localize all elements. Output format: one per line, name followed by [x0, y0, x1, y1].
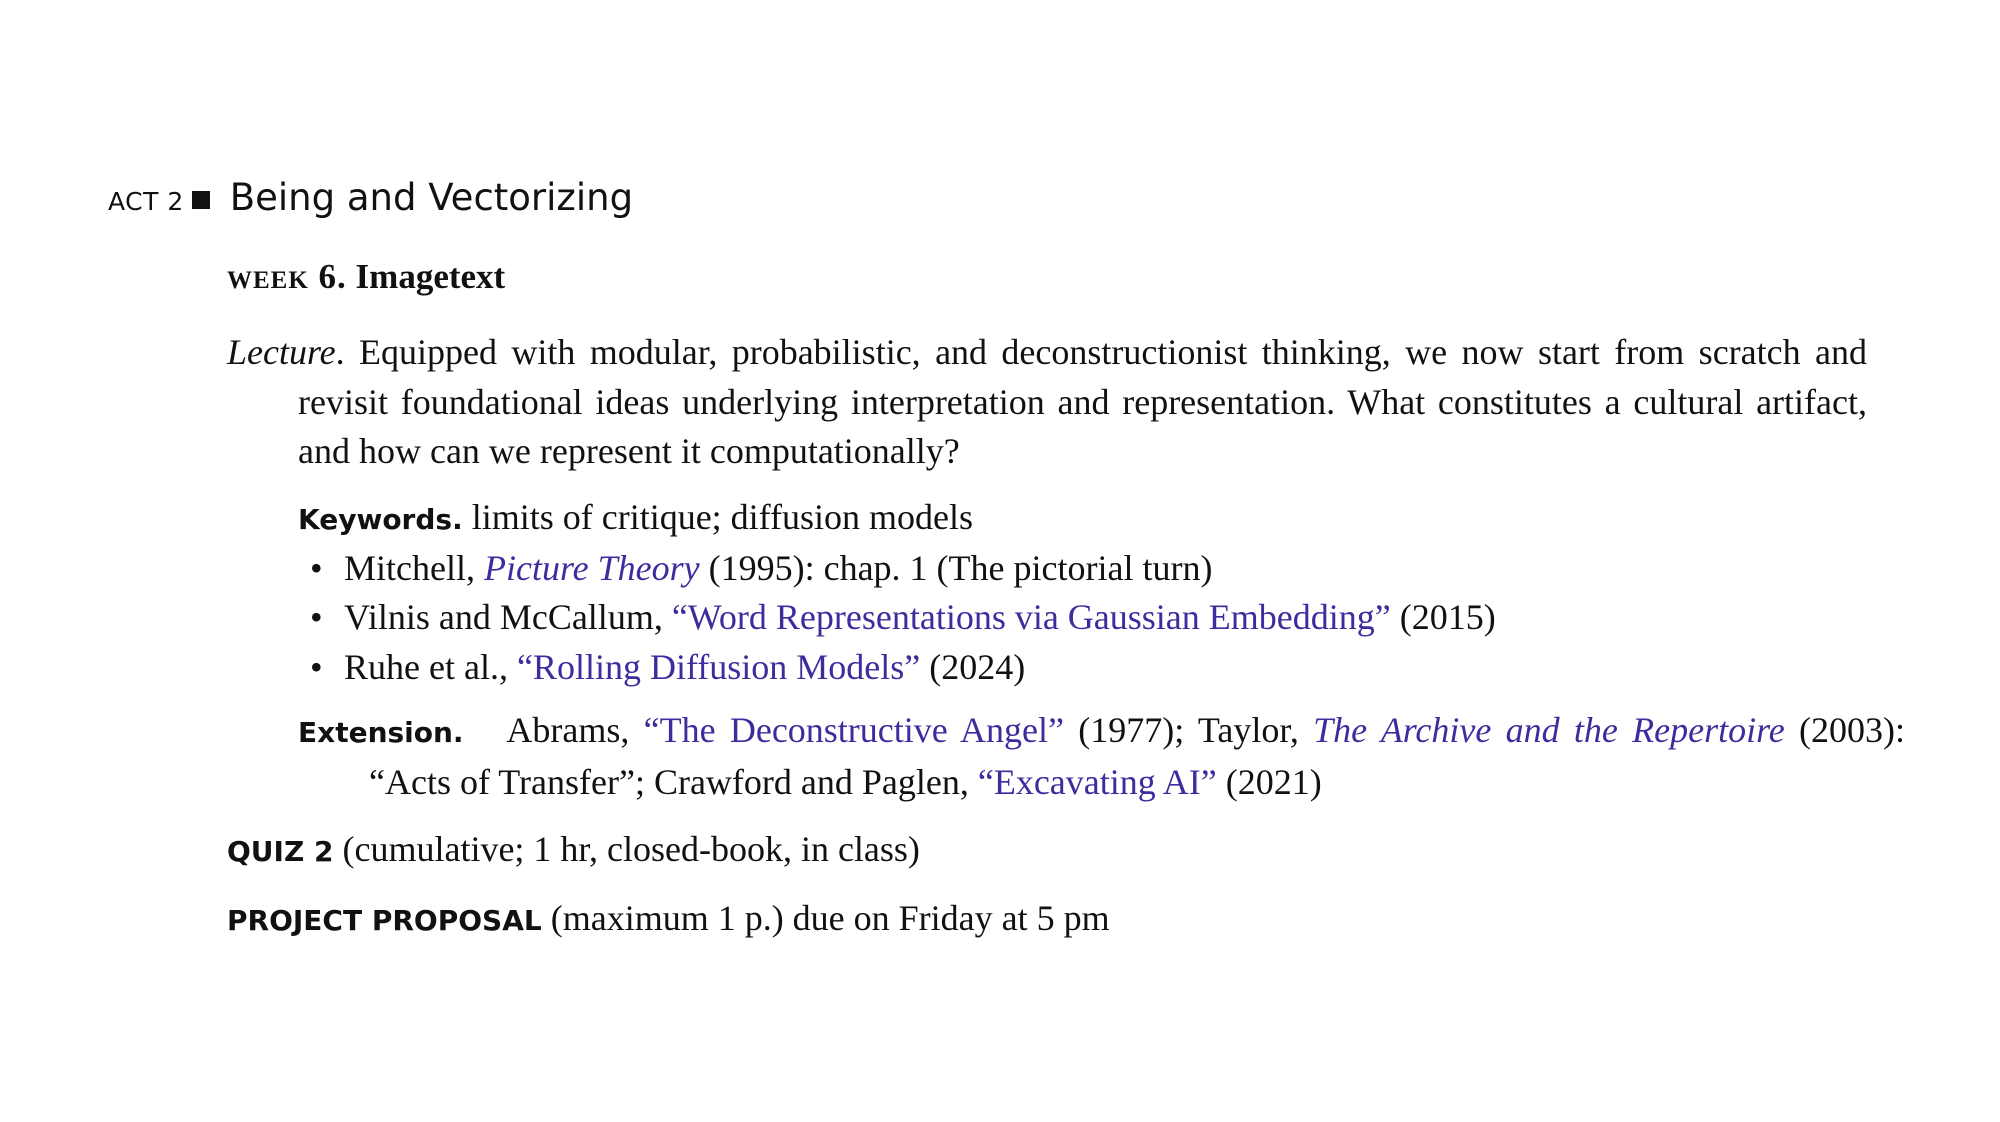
extension-paragraph — [298, 706, 1905, 807]
reading-link-rolling-diffusion[interactable]: “Rolling Diffusion Models” — [516, 646, 921, 687]
quiz-label: QUIZ 2 — [227, 835, 334, 868]
extension-text: (2003): “Acts of Transfer”; Crawford and Paglen, — [369, 710, 1905, 802]
reading-link-word-representations[interactable]: “Word Representations via Gaussian Embedding” — [671, 597, 1391, 637]
reading-details: (2024) — [920, 646, 1026, 687]
list-item — [298, 593, 1867, 643]
lecture-paragraph — [227, 328, 1867, 477]
act-title: Being and Vectorizing — [229, 176, 634, 219]
reading-details: (2015) — [1390, 597, 1496, 637]
reading-link-picture-theory[interactable]: Picture Theory — [483, 547, 700, 588]
extension-link-excavating-ai[interactable]: “Excavating AI” — [977, 761, 1217, 802]
readings-block — [298, 493, 1905, 808]
proposal-text: (maximum 1 p.) due on Friday at 5 pm — [550, 898, 1110, 938]
extension-text: (2021) — [1216, 761, 1322, 802]
keywords-label: Keywords. — [298, 502, 463, 536]
square-icon — [192, 191, 210, 209]
lecture-label: Lecture — [227, 332, 336, 372]
reading-author: Mitchell, — [344, 547, 484, 588]
quiz-line — [227, 825, 1867, 876]
extension-text: Abrams, — [506, 710, 644, 750]
extension-link-archive-repertoire[interactable]: The Archive and the Repertoire — [1313, 710, 1785, 750]
week-heading — [227, 250, 1867, 304]
lecture-text: . Equipped with modular, probabilistic, and deconstructionist thinking, we now start from scratch and revisit foundational ideas underlying interpretation and representation. What constitutes a cultural artifact, and how can we represent it computationally? — [298, 332, 1867, 471]
reading-details: (1995): chap. 1 (The pictorial turn) — [699, 547, 1213, 588]
extension-label: Extension. — [298, 716, 464, 749]
proposal-label: PROJECT PROPOSAL — [227, 904, 542, 937]
quiz-text: (cumulative; 1 hr, closed-book, in class) — [342, 829, 920, 869]
act-label: ACT 2 — [108, 187, 184, 216]
bullet-icon: • — [310, 597, 323, 637]
week-label: week 6. — [227, 257, 347, 296]
extension-link-deconstructive-angel[interactable]: “The Deconstructive Angel” — [643, 710, 1064, 750]
keywords-text: limits of critique; diffusion models — [471, 496, 974, 537]
extension-text: (1977); Taylor, — [1064, 710, 1314, 750]
week-title: Imagetext — [355, 257, 506, 296]
act-header — [108, 176, 633, 219]
list-item — [298, 544, 1867, 594]
reading-author: Ruhe et al., — [344, 646, 517, 687]
keywords-line — [298, 493, 1867, 544]
reading-author: Vilnis and McCallum, — [344, 597, 672, 637]
proposal-line — [227, 894, 1867, 945]
bullet-icon: • — [310, 646, 323, 687]
week-section — [227, 250, 1905, 945]
readings-list — [298, 544, 1867, 693]
list-item — [298, 643, 1867, 693]
bullet-icon: • — [310, 547, 323, 588]
